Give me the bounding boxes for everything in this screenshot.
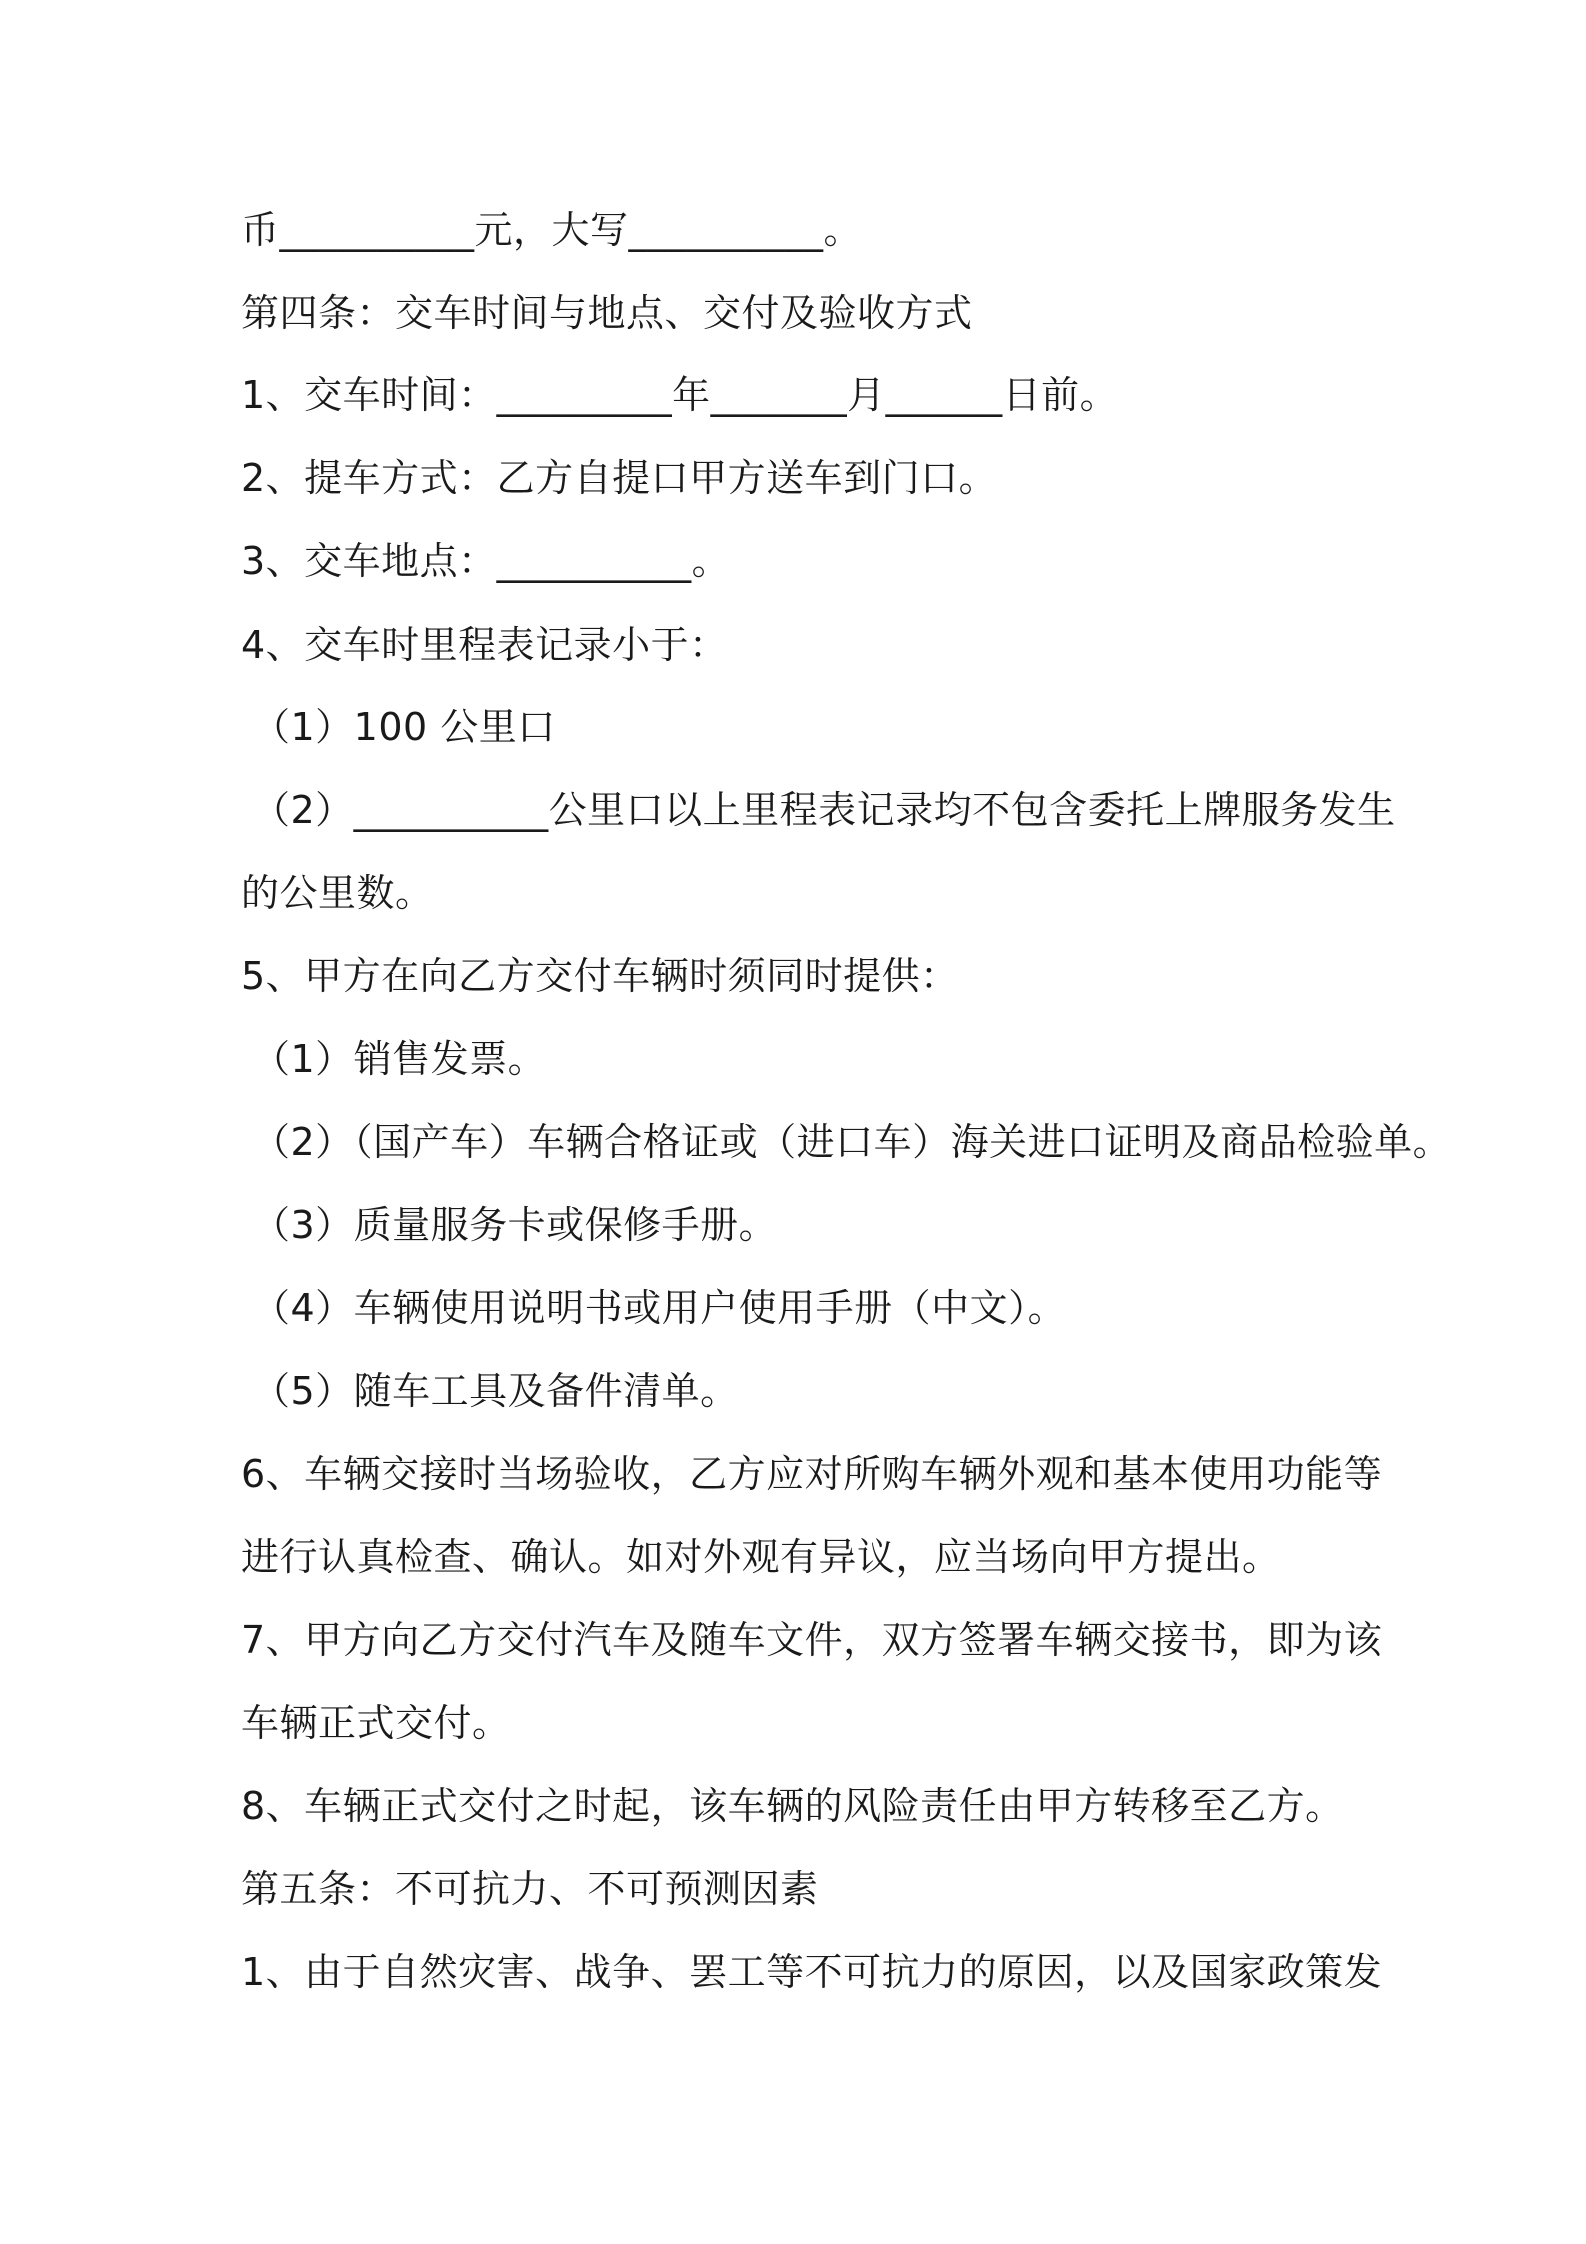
- odometer-item: 4、交车时里程表记录小于：: [241, 623, 728, 667]
- documents-sub-item-3: （3）质量服务卡或保修手册。: [252, 1203, 778, 1247]
- inspection-item: 6、车辆交接时当场验收，乙方应对所购车辆外观和基本使用功能等: [241, 1452, 1383, 1496]
- pickup-method-item: 2、提车方式：乙方自提口甲方送车到门口。: [241, 456, 998, 500]
- article-5-heading: 第五条：不可抗力、不可预测因素: [241, 1867, 819, 1911]
- delivery-location-item: 3、交车地点：__________。: [241, 539, 731, 583]
- odometer-sub-item-2-cont: 的公里数。: [241, 871, 434, 915]
- risk-transfer-item: 8、车辆正式交付之时起，该车辆的风险责任由甲方转移至乙方。: [241, 1784, 1344, 1828]
- handover-item: 7、甲方向乙方交付汽车及随车文件，双方签署车辆交接书，即为该: [241, 1618, 1383, 1662]
- article-4-heading: 第四条：交车时间与地点、交付及验收方式: [241, 291, 973, 335]
- price-line: 币__________元，大写__________。: [241, 208, 863, 252]
- documents-sub-item-5: （5）随车工具及备件清单。: [252, 1369, 739, 1413]
- delivery-time-item: 1、交车时间：_________年_______月______日前。: [241, 373, 1119, 417]
- documents-sub-item-4: （4）车辆使用说明书或用户使用手册（中文）。: [252, 1286, 1067, 1330]
- handover-item-cont: 车辆正式交付。: [241, 1701, 511, 1745]
- odometer-sub-item-2: （2）__________公里口以上里程表记录均不包含委托上牌服务发生: [252, 788, 1396, 832]
- force-majeure-item: 1、由于自然灾害、战争、罢工等不可抗力的原因，以及国家政策发: [241, 1950, 1383, 1994]
- documents-sub-item-1: （1）销售发票。: [252, 1037, 547, 1081]
- inspection-item-cont: 进行认真检查、确认。如对外观有异议，应当场向甲方提出。: [241, 1535, 1281, 1579]
- documents-item: 5、甲方在向乙方交付车辆时须同时提供：: [241, 954, 959, 998]
- documents-sub-item-2: （2）（国产车）车辆合格证或（进口车）海关进口证明及商品检验单。: [252, 1120, 1452, 1164]
- odometer-sub-item-1: （1）100 公里口: [252, 705, 556, 749]
